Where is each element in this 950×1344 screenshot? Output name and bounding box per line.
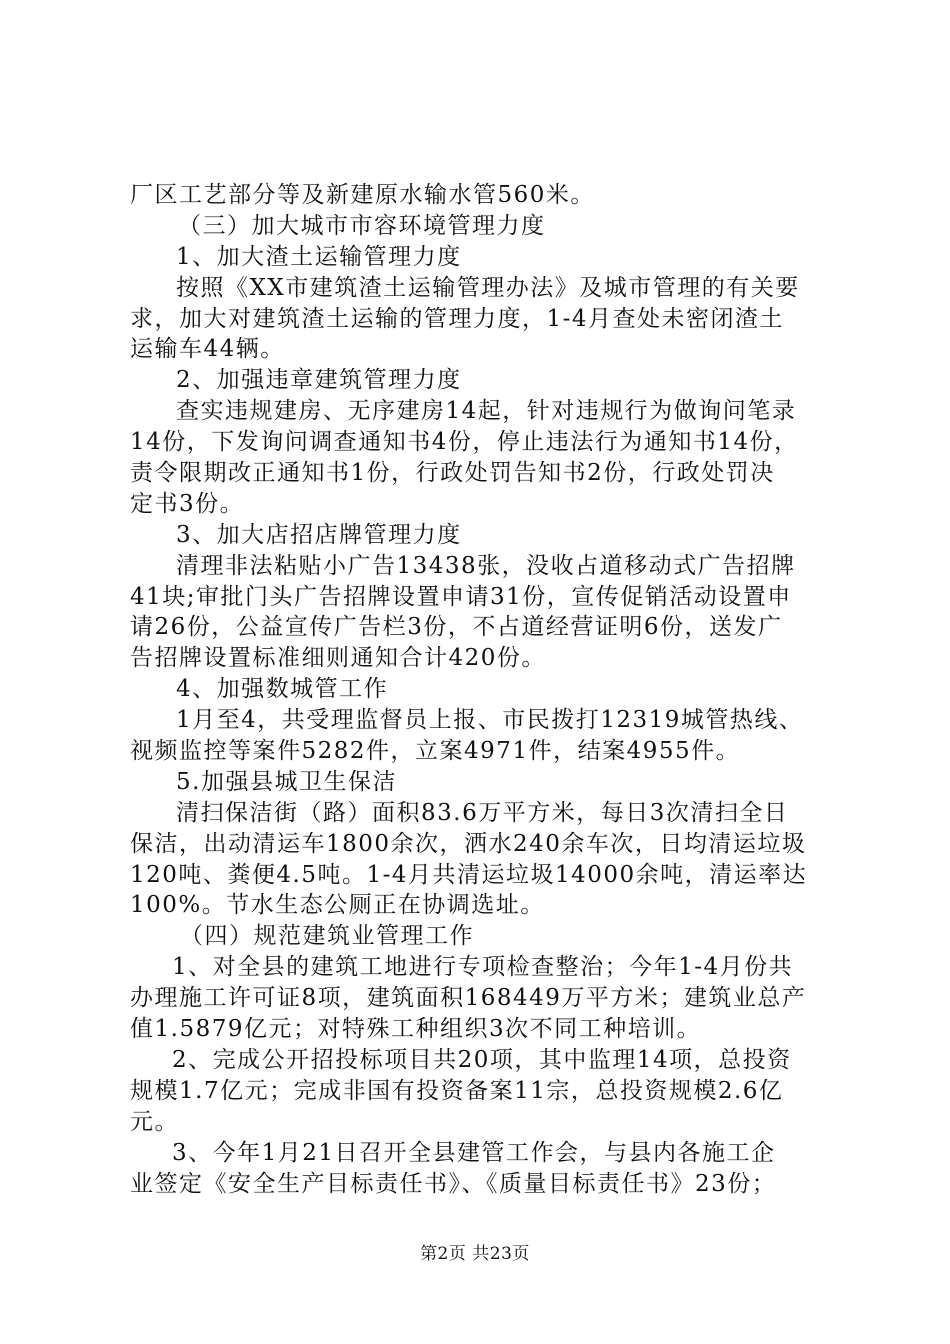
text-line: 运输车44辆。 (130, 336, 285, 363)
text-line: 120吨、粪便4.5吨。1-4月共清运垃圾14000余吨，清运率达 (130, 861, 808, 888)
text-line: 责令限期改正通知书1份，行政处罚告知书2份，行政处罚决 (130, 460, 775, 487)
subsection-heading: 3、加大店招店牌管理力度 (176, 521, 462, 548)
text-line: 规模1.7亿元；完成非国有投资备案11宗，总投资规模2.6亿 (130, 1077, 784, 1104)
text-line: 清扫保洁街（路）面积83.6万平方米，每日3次清扫全日 (176, 799, 789, 826)
text-line: 1月至4，共受理监督员上报、市民拨打12319城管热线、 (176, 707, 804, 734)
subsection-heading: 1、加大渣土运输管理力度 (176, 243, 462, 270)
text-line: 业签定《安全生产目标责任书》、《质量目标责任书》23份； (130, 1170, 777, 1197)
text-line: 值1.5879亿元；对特殊工种组织3次不同工种培训。 (130, 1016, 702, 1043)
text-line: 保洁，出动清运车1800余次，洒水240余车次，日均清运垃圾 (130, 830, 807, 857)
text-line: 清理非法粘贴小广告13438张，没收占道移动式广告招牌 (176, 552, 796, 579)
text-line: 按照《XX市建筑渣土运输管理办法》及城市管理的有关要 (176, 274, 800, 301)
text-line: 3、今年1月21日召开全县建管工作会，与县内各施工企 (172, 1139, 776, 1166)
document-body (130, 180, 820, 1199)
text-line: 41块;审批门头广告招牌设置申请31份，宣传促销活动设置申 (130, 583, 792, 610)
text-line: 查实违规建房、无序建房14起，针对违规行为做询问笔录 (176, 398, 797, 425)
text-line: 告招牌设置标准细则通知合计420份。 (130, 645, 546, 672)
text-line: 厂区工艺部分等及新建原水输水管560米。 (130, 182, 595, 208)
text-line: 请26份，公益宣传广告栏3份，不占道经营证明6份，送发广 (130, 614, 783, 641)
page-footer: 第2页 共23页 (420, 1244, 530, 1264)
text-line: 2、完成公开招投标项目共20项，其中监理14项，总投资 (172, 1046, 792, 1073)
text-line: 视频监控等案件5282件，立案4971件，结案4955件。 (130, 738, 741, 765)
subsection-heading: 4、加强数城管工作 (176, 676, 389, 703)
section-heading: （四）规范建筑业管理工作 (180, 923, 474, 950)
text-line: 100%。节水生态公厕正在协调选址。 (130, 892, 545, 919)
text-line: 1、对全县的建筑工地进行专项检查整治；今年1-4月份共 (172, 954, 794, 981)
text-line: 14份，下发询问调查通知书4份，停止违法行为通知书14份， (130, 429, 799, 456)
subsection-heading: 2、加强违章建筑管理力度 (176, 367, 462, 394)
subsection-heading: 5.加强县城卫生保洁 (176, 768, 397, 795)
text-line: 元。 (130, 1108, 179, 1135)
text-line: 定书3份。 (130, 490, 245, 517)
section-heading: （三）加大城市市容环境管理力度 (178, 212, 546, 239)
text-line: 求，加大对建筑渣土运输的管理力度，1-4月查处未密闭渣土 (130, 305, 785, 332)
text-line: 办理施工许可证8项，建筑面积168449万平方米；建筑业总产 (130, 985, 807, 1012)
